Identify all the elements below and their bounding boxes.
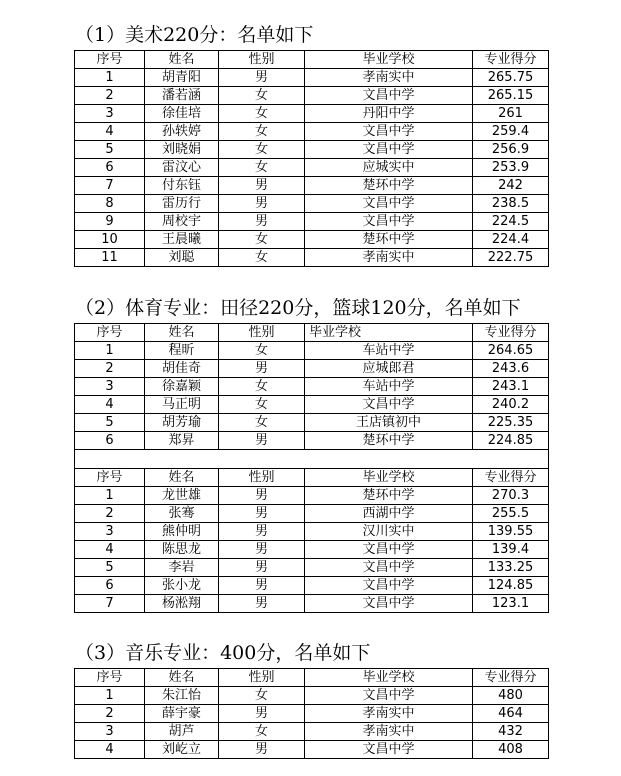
seq-cell: 3	[75, 723, 145, 741]
school-cell: 车站中学	[305, 378, 473, 396]
header-score: 专业得分	[473, 669, 549, 687]
score-cell: 270.3	[473, 487, 549, 505]
gender-cell: 女	[219, 687, 305, 705]
name-cell: 程昕	[145, 342, 219, 360]
table-row	[75, 195, 549, 213]
seq-cell: 4	[75, 541, 145, 559]
header-score: 专业得分	[473, 51, 549, 69]
section-1-heading: （1）美术220分：名单如下	[75, 24, 314, 46]
name-cell: 雷历行	[145, 195, 219, 213]
seq-cell: 3	[75, 105, 145, 123]
art-table	[74, 50, 549, 267]
school-cell: 楚环中学	[305, 487, 473, 505]
gender-cell: 男	[219, 177, 305, 195]
gender-cell: 男	[219, 195, 305, 213]
seq-cell: 1	[75, 487, 145, 505]
gender-cell: 男	[219, 705, 305, 723]
header-seq: 序号	[75, 51, 145, 69]
gender-cell: 女	[219, 249, 305, 267]
table-row	[75, 577, 549, 595]
seq-cell: 7	[75, 177, 145, 195]
gender-cell: 男	[219, 541, 305, 559]
header-name: 姓名	[145, 469, 219, 487]
name-cell: 徐佳培	[145, 105, 219, 123]
gender-cell: 女	[219, 396, 305, 414]
score-cell: 123.1	[473, 595, 549, 613]
seq-cell: 3	[75, 378, 145, 396]
gender-cell: 男	[219, 213, 305, 231]
table-row	[75, 687, 549, 705]
table-row	[75, 559, 549, 577]
score-cell: 256.9	[473, 141, 549, 159]
name-cell: 刘聪	[145, 249, 219, 267]
score-cell: 265.75	[473, 69, 549, 87]
gender-cell: 男	[219, 360, 305, 378]
name-cell: 徐嘉颖	[145, 378, 219, 396]
school-cell: 汉川实中	[305, 523, 473, 541]
seq-cell: 6	[75, 159, 145, 177]
table-row	[75, 213, 549, 231]
name-cell: 朱江怡	[145, 687, 219, 705]
seq-cell: 2	[75, 360, 145, 378]
name-cell: 刘晓娟	[145, 141, 219, 159]
seq-cell: 11	[75, 249, 145, 267]
score-cell: 224.85	[473, 432, 549, 450]
school-cell: 文昌中学	[305, 213, 473, 231]
header-school: 毕业学校	[305, 324, 473, 342]
school-cell: 文昌中学	[305, 559, 473, 577]
table-row	[75, 396, 549, 414]
gender-cell: 男	[219, 432, 305, 450]
section-3-heading: （3）音乐专业：400分，名单如下	[75, 642, 371, 664]
seq-cell: 5	[75, 414, 145, 432]
table-row	[75, 69, 549, 87]
gender-cell: 女	[219, 87, 305, 105]
name-cell: 雷汶心	[145, 159, 219, 177]
school-cell: 孝南实中	[305, 69, 473, 87]
table-row	[75, 523, 549, 541]
gender-cell: 男	[219, 69, 305, 87]
seq-cell: 1	[75, 69, 145, 87]
school-cell: 文昌中学	[305, 195, 473, 213]
name-cell: 胡芦	[145, 723, 219, 741]
table-row	[75, 723, 549, 741]
header-name: 姓名	[145, 669, 219, 687]
school-cell: 丹阳中学	[305, 105, 473, 123]
score-cell: 253.9	[473, 159, 549, 177]
score-cell: 242	[473, 177, 549, 195]
gender-cell: 男	[219, 595, 305, 613]
score-cell: 408	[473, 741, 549, 759]
seq-cell: 1	[75, 687, 145, 705]
school-cell: 西湖中学	[305, 505, 473, 523]
table-row	[75, 159, 549, 177]
header-score: 专业得分	[473, 469, 549, 487]
header-seq: 序号	[75, 469, 145, 487]
table-row	[75, 487, 549, 505]
gender-cell: 女	[219, 231, 305, 249]
table-row	[75, 541, 549, 559]
section-2-heading: （2）体育专业：田径220分，篮球120分，名单如下	[75, 297, 521, 319]
score-cell: 480	[473, 687, 549, 705]
name-cell: 张小龙	[145, 577, 219, 595]
gender-cell: 男	[219, 505, 305, 523]
seq-cell: 8	[75, 195, 145, 213]
school-cell: 车站中学	[305, 342, 473, 360]
seq-cell: 1	[75, 342, 145, 360]
name-cell: 马正明	[145, 396, 219, 414]
score-cell: 225.35	[473, 414, 549, 432]
seq-cell: 6	[75, 432, 145, 450]
school-cell: 文昌中学	[305, 123, 473, 141]
gender-cell: 男	[219, 577, 305, 595]
header-gender: 性别	[219, 51, 305, 69]
school-cell: 王店镇初中	[305, 414, 473, 432]
name-cell: 薛宇豪	[145, 705, 219, 723]
score-cell: 224.4	[473, 231, 549, 249]
score-cell: 259.4	[473, 123, 549, 141]
table-row	[75, 249, 549, 267]
name-cell: 龙世雄	[145, 487, 219, 505]
school-cell: 楚环中学	[305, 432, 473, 450]
school-cell: 文昌中学	[305, 577, 473, 595]
header-school: 毕业学校	[305, 669, 473, 687]
spacer-cell	[473, 450, 549, 469]
name-cell: 陈思龙	[145, 541, 219, 559]
school-cell: 孝南实中	[305, 723, 473, 741]
score-cell: 464	[473, 705, 549, 723]
header-row	[75, 669, 549, 687]
school-cell: 文昌中学	[305, 141, 473, 159]
seq-cell: 4	[75, 396, 145, 414]
school-cell: 文昌中学	[305, 87, 473, 105]
seq-cell: 6	[75, 577, 145, 595]
seq-cell: 4	[75, 741, 145, 759]
gender-cell: 女	[219, 159, 305, 177]
name-cell: 胡青阳	[145, 69, 219, 87]
header-seq: 序号	[75, 669, 145, 687]
score-cell: 238.5	[473, 195, 549, 213]
score-cell: 124.85	[473, 577, 549, 595]
header-gender: 性别	[219, 669, 305, 687]
header-row	[75, 51, 549, 69]
school-cell: 孝南实中	[305, 705, 473, 723]
name-cell: 周校宇	[145, 213, 219, 231]
gender-cell: 男	[219, 523, 305, 541]
score-cell: 432	[473, 723, 549, 741]
school-cell: 文昌中学	[305, 595, 473, 613]
header-gender: 性别	[219, 324, 305, 342]
header-name: 姓名	[145, 51, 219, 69]
score-cell: 243.6	[473, 360, 549, 378]
gender-cell: 女	[219, 378, 305, 396]
header-row	[75, 469, 549, 487]
school-cell: 文昌中学	[305, 687, 473, 705]
name-cell: 郑昇	[145, 432, 219, 450]
score-cell: 255.5	[473, 505, 549, 523]
gender-cell: 女	[219, 414, 305, 432]
table-row	[75, 177, 549, 195]
table-row	[75, 360, 549, 378]
seq-cell: 2	[75, 87, 145, 105]
table-row	[75, 741, 549, 759]
gender-cell: 男	[219, 559, 305, 577]
header-seq: 序号	[75, 324, 145, 342]
table-row	[75, 231, 549, 249]
table-row	[75, 432, 549, 450]
school-cell: 文昌中学	[305, 741, 473, 759]
name-cell: 刘屹立	[145, 741, 219, 759]
gender-cell: 女	[219, 342, 305, 360]
table-row	[75, 414, 549, 432]
header-score: 专业得分	[473, 324, 549, 342]
gender-cell: 女	[219, 105, 305, 123]
name-cell: 王晨曦	[145, 231, 219, 249]
name-cell: 熊仲明	[145, 523, 219, 541]
header-row	[75, 324, 549, 342]
table-row	[75, 505, 549, 523]
score-cell: 264.65	[473, 342, 549, 360]
school-cell: 文昌中学	[305, 396, 473, 414]
school-cell: 孝南实中	[305, 249, 473, 267]
name-cell: 张骞	[145, 505, 219, 523]
table-row	[75, 123, 549, 141]
seq-cell: 4	[75, 123, 145, 141]
score-cell: 224.5	[473, 213, 549, 231]
seq-cell: 3	[75, 523, 145, 541]
school-cell: 楚环中学	[305, 231, 473, 249]
gender-cell: 男	[219, 487, 305, 505]
spacer-cell	[75, 450, 145, 469]
header-name: 姓名	[145, 324, 219, 342]
table-row	[75, 141, 549, 159]
name-cell: 李岩	[145, 559, 219, 577]
seq-cell: 5	[75, 141, 145, 159]
name-cell: 胡佳奇	[145, 360, 219, 378]
header-gender: 性别	[219, 469, 305, 487]
gender-cell: 男	[219, 741, 305, 759]
seq-cell: 7	[75, 595, 145, 613]
score-cell: 139.4	[473, 541, 549, 559]
score-cell: 139.55	[473, 523, 549, 541]
score-cell: 240.2	[473, 396, 549, 414]
table-row	[75, 595, 549, 613]
seq-cell: 2	[75, 505, 145, 523]
school-cell: 文昌中学	[305, 541, 473, 559]
music-table	[74, 668, 549, 759]
gender-cell: 女	[219, 141, 305, 159]
spacer-cell	[219, 450, 305, 469]
name-cell: 潘若涵	[145, 87, 219, 105]
table-row	[75, 705, 549, 723]
gender-cell: 女	[219, 123, 305, 141]
header-school: 毕业学校	[305, 469, 473, 487]
score-cell: 265.15	[473, 87, 549, 105]
score-cell: 133.25	[473, 559, 549, 577]
seq-cell: 9	[75, 213, 145, 231]
spacer-row	[75, 450, 549, 469]
name-cell: 杨淞翔	[145, 595, 219, 613]
seq-cell: 10	[75, 231, 145, 249]
name-cell: 付东钰	[145, 177, 219, 195]
name-cell: 孙轶婷	[145, 123, 219, 141]
school-cell: 楚环中学	[305, 177, 473, 195]
table-row	[75, 342, 549, 360]
spacer-cell	[145, 450, 219, 469]
school-cell: 应城实中	[305, 159, 473, 177]
name-cell: 胡芳瑜	[145, 414, 219, 432]
score-cell: 261	[473, 105, 549, 123]
spacer-cell	[305, 450, 473, 469]
sports-table	[74, 323, 549, 613]
seq-cell: 5	[75, 559, 145, 577]
school-cell: 应城郎君	[305, 360, 473, 378]
seq-cell: 2	[75, 705, 145, 723]
score-cell: 243.1	[473, 378, 549, 396]
gender-cell: 女	[219, 723, 305, 741]
table-row	[75, 105, 549, 123]
score-cell: 222.75	[473, 249, 549, 267]
table-row	[75, 378, 549, 396]
header-school: 毕业学校	[305, 51, 473, 69]
table-row	[75, 87, 549, 105]
